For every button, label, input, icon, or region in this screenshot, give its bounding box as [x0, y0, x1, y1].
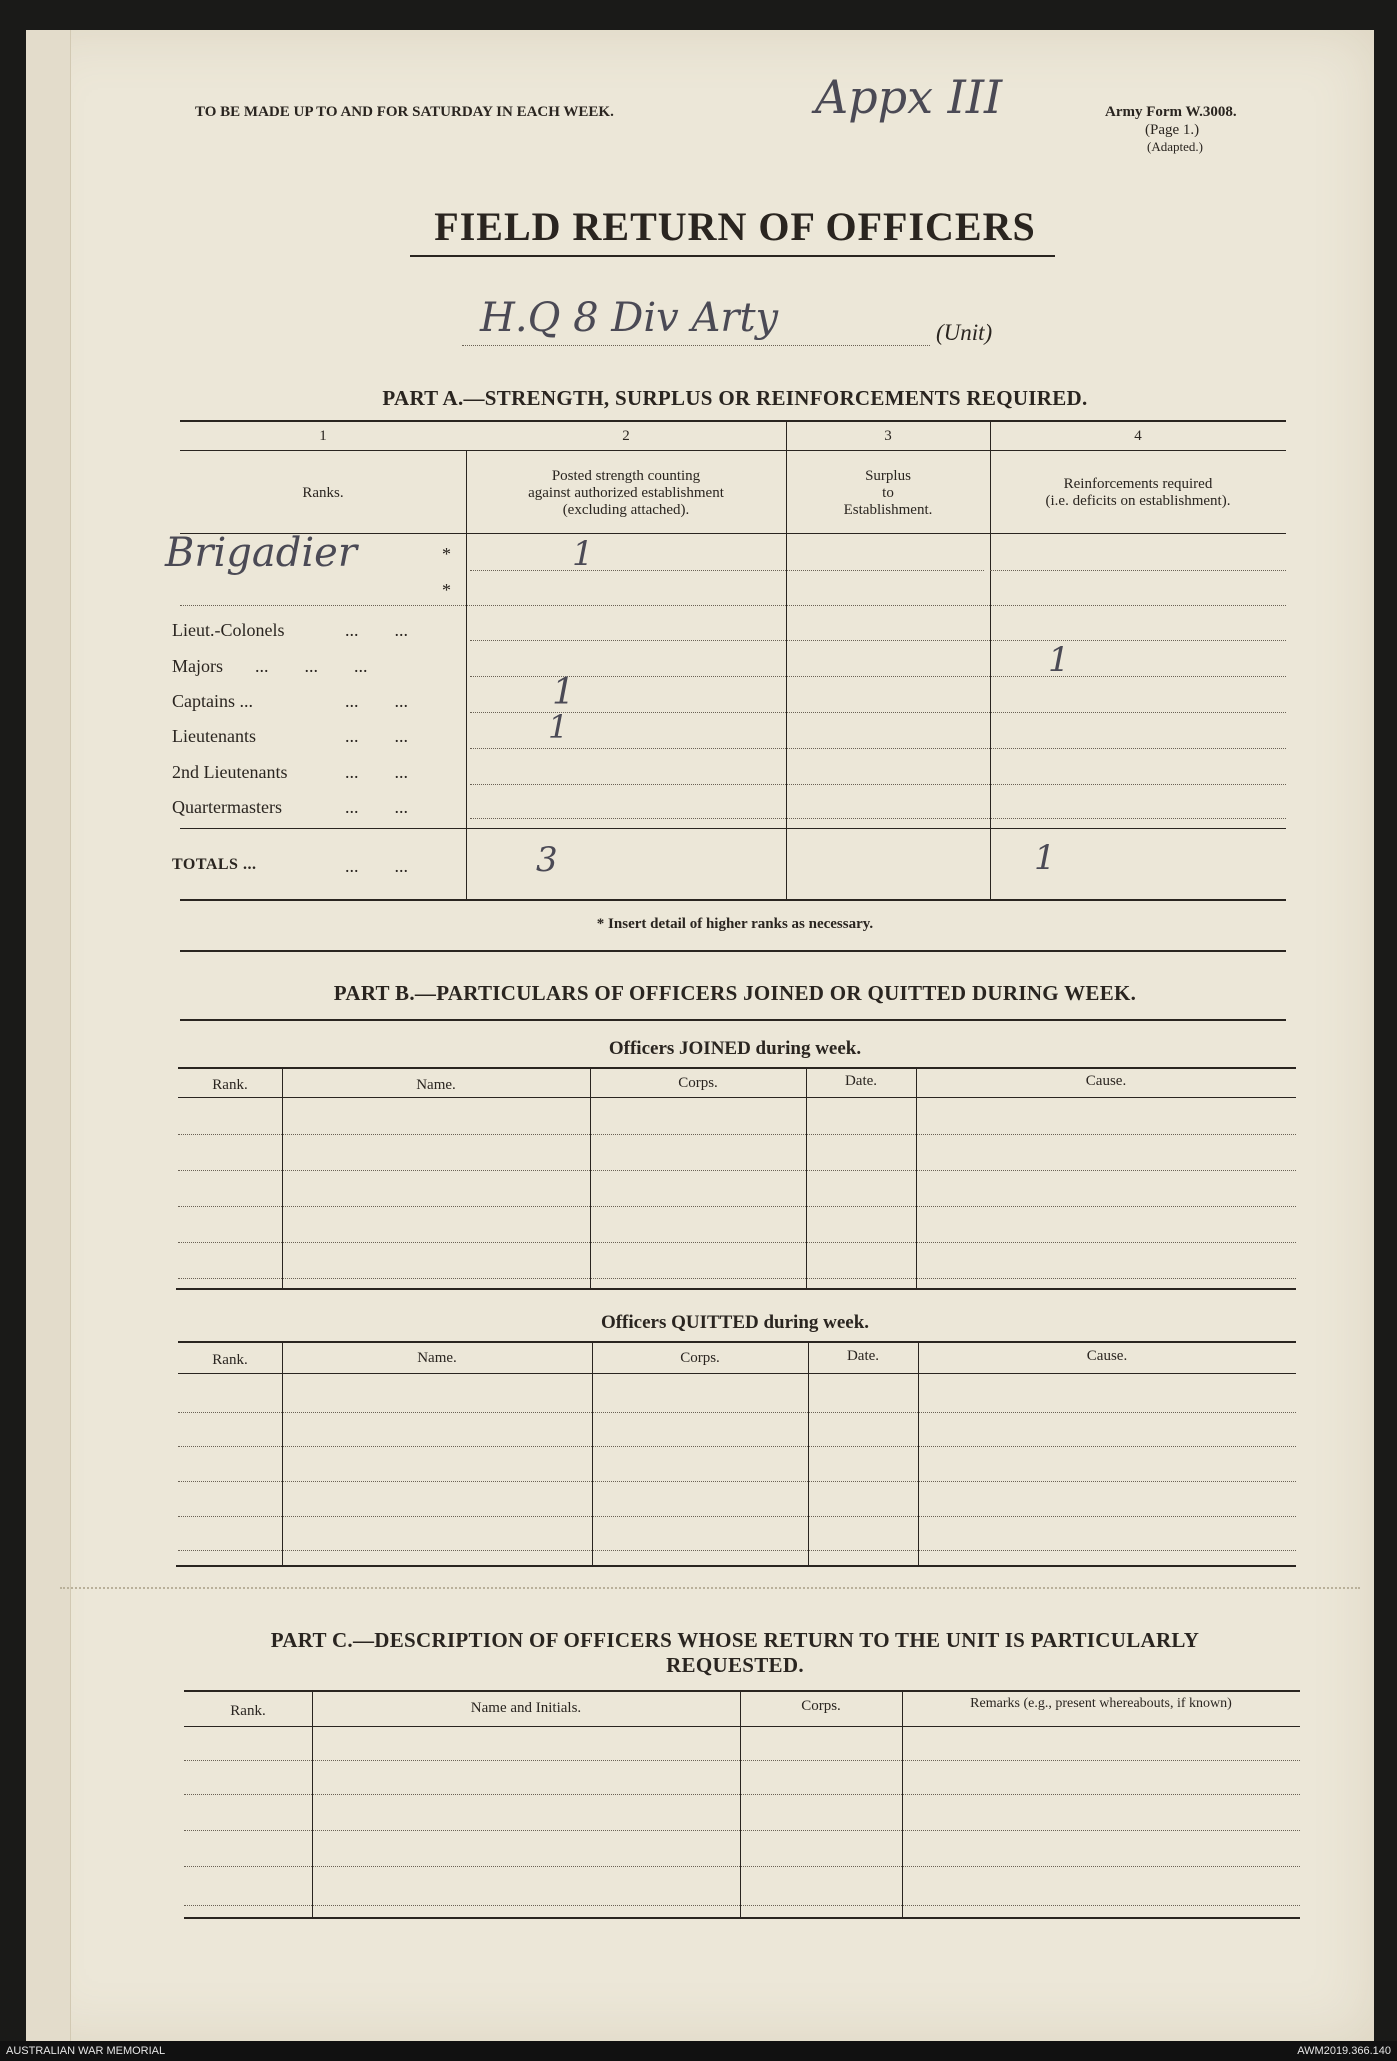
posted-brigadier: 1: [572, 534, 594, 574]
col-header-posted-line1: Posted strength counting: [551, 468, 701, 484]
part-c-header-corps: Corps.: [801, 1698, 841, 1714]
rank-captains: Captains ...: [172, 691, 253, 711]
part-c-title: [180, 1628, 1290, 1678]
part-b-rule: [180, 1019, 1286, 1021]
posted-captains: 1: [552, 672, 575, 713]
col-header-reinforcements-line2: (i.e. deficits on establishment).: [1045, 493, 1231, 509]
weekly-instruction: TO BE MADE UP TO AND FOR SATURDAY IN EACH WEEK.: [195, 104, 614, 120]
rank-leader-dots: ... ...: [345, 762, 408, 782]
rank-asterisk: *: [442, 580, 451, 600]
rank-leader-dots: ... ...: [345, 691, 408, 711]
rank-quartermasters: Quartermasters: [172, 797, 282, 817]
quitted-header-cause: Cause.: [1086, 1348, 1128, 1364]
part-c-title-line1: PART C.—DESCRIPTION OF OFFICERS WHOSE RETURN TO THE UNIT IS PARTICULARLY: [270, 1628, 1200, 1652]
col-header-surplus-line2: to: [882, 485, 894, 501]
form-adapted: (Adapted.): [1147, 139, 1203, 154]
joined-header-date: Date.: [844, 1073, 878, 1089]
part-c-header-name: Name and Initials.: [470, 1700, 582, 1716]
rank-2nd-lieutenants: 2nd Lieutenants: [172, 762, 288, 782]
joined-header-cause: Cause.: [1085, 1073, 1127, 1089]
quitted-title: Officers QUITTED during week.: [600, 1312, 870, 1333]
footer-accession-number: AWM2019.366.140: [1297, 2045, 1391, 2057]
footer-institution: AUSTRALIAN WAR MEMORIAL: [6, 2045, 166, 2057]
joined-header-name: Name.: [416, 1077, 456, 1093]
form-number: Army Form W.3008.: [1105, 104, 1237, 120]
unit-value: H.Q 8 Div Arty: [480, 295, 779, 341]
rank-leader-dots: ... ...: [345, 856, 408, 876]
rank-lieut-colonels: Lieut.-Colonels: [172, 620, 285, 640]
paper-fold-strip: [26, 30, 71, 2041]
totals-posted: 3: [536, 840, 558, 880]
rank-leader-dots: ... ...: [345, 620, 408, 640]
rank-handwritten-brigadier: Brigadier: [165, 530, 357, 576]
part-c-header-remarks: Remarks (e.g., present whereabouts, if known): [970, 1696, 1232, 1711]
rank-majors: Majors: [172, 656, 223, 676]
quitted-header-corps: Corps.: [680, 1350, 720, 1366]
quitted-header-date: Date.: [846, 1348, 880, 1364]
part-c-header-rank: Rank.: [230, 1703, 266, 1719]
col-header-surplus: [786, 468, 990, 519]
rank-leader-dots: ... ...: [345, 797, 408, 817]
quitted-header-rank: Rank.: [212, 1352, 248, 1368]
col-header-reinforcements-line1: Reinforcements required: [1063, 476, 1213, 492]
col-header-surplus-line3: Establishment.: [843, 502, 933, 518]
col-number-3: 3: [884, 428, 892, 444]
rank-leader-dots: ... ...: [345, 726, 408, 746]
col-header-ranks: Ranks.: [302, 485, 344, 501]
rank-lieutenants: Lieutenants: [172, 726, 256, 746]
unit-label: (Unit): [936, 320, 993, 345]
archive-footer: [0, 2041, 1397, 2061]
col-header-posted-line3: (excluding attached).: [562, 502, 690, 518]
quitted-header-name: Name.: [417, 1350, 457, 1366]
col-header-posted-line2: against authorized establishment: [528, 485, 724, 501]
unit-dotted-line: [462, 345, 930, 346]
joined-header-corps: Corps.: [678, 1075, 718, 1091]
part-a-title: PART A.—STRENGTH, SURPLUS OR REINFORCEMENTS REQUIRED.: [382, 386, 1088, 410]
col-header-posted: [466, 468, 786, 519]
page-title: FIELD RETURN OF OFFICERS: [434, 204, 1036, 249]
perforation-line: [60, 1587, 1360, 1589]
totals-label: TOTALS ...: [172, 856, 257, 873]
rank-leader-dots: ... ... ...: [255, 656, 368, 676]
part-c-title-line2: REQUESTED.: [666, 1653, 804, 1677]
col-header-reinforcements: [990, 476, 1286, 510]
title-underline: [410, 255, 1055, 257]
posted-lieutenants: 1: [548, 708, 569, 746]
form-page: (Page 1.): [1145, 122, 1200, 138]
appendix-handwritten: Appx III: [815, 70, 1003, 124]
part-b-title: PART B.—PARTICULARS OF OFFICERS JOINED OR QUITTED DURING WEEK.: [333, 981, 1137, 1005]
part-a-footnote: * Insert detail of higher ranks as necessary.: [596, 916, 874, 932]
reinforcements-majors: 1: [1048, 640, 1070, 680]
rank-asterisk: *: [442, 544, 451, 564]
col-header-surplus-line1: Surplus: [865, 468, 911, 484]
totals-reinforcements: 1: [1034, 838, 1056, 878]
col-number-2: 2: [622, 428, 630, 444]
joined-title: Officers JOINED during week.: [608, 1038, 862, 1059]
col-number-4: 4: [1134, 428, 1142, 444]
col-number-1: 1: [319, 428, 327, 444]
joined-header-rank: Rank.: [212, 1077, 248, 1093]
